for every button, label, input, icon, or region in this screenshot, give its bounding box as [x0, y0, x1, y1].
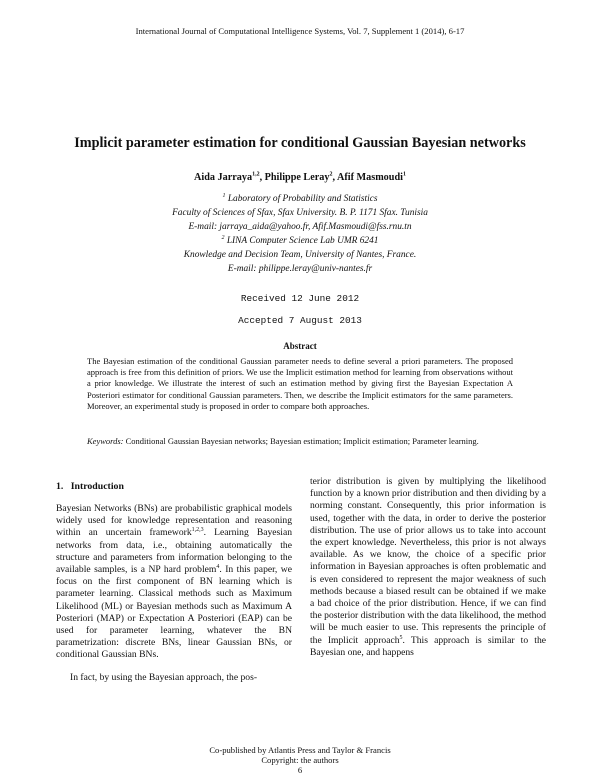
citation-mark: 4	[216, 563, 220, 570]
body-paragraph: Bayesian Networks (BNs) are probabilistic graphical models widely used for knowledge representation and reasoning within an uncertain framework$^{1,2,3}$. Learning Bayesian networks from data, i.e., obtaining automatically the structure and parameters from information belonging to the available samples, is a NP hard problem$^4$. In this paper, we focus on the first component of BN learning which is parameter learning. Classical methods such as Maximum Likelihood (ML) or Bayesian methods such as Maximum A Posteriori (MAP) or Expectation A Posteriori (EAP) can be used for parameter learning, whatever the BN parametrization: discrete BNs, linear Gaussian BNs, or conditional Gaussian BNs.	[56, 503, 292, 661]
keywords	[87, 436, 513, 447]
right-column	[310, 476, 546, 659]
paper-title: Implicit parameter estimation for conditional Gaussian Bayesian networks	[74, 135, 526, 151]
author-affiliation-mark: 2	[329, 171, 333, 178]
affiliation-line: Faculty of Sciences of Sfax, Sfax University. B. P. 1171 Sfax. Tunisia	[172, 208, 428, 218]
abstract-text: The Bayesian estimation of the conditional Gaussian parameter needs to define several a priori parameters. The proposed approach is free from this definition of priors. We use the Implicit estimation method for learning from observations without a prior knowledge. We illustrate the interest of such an estimation method by giving first the Bayesian Expectation A Posteriori estimator for conditional Gaussian parameters. Then, we describe the Implicit estimators for the same parameters. Moreover, an experimental study is proposed in order to compare both approaches.	[87, 356, 513, 411]
author-list: Aida Jarraya$^{1,2}$, Philippe Leray$^2$, Afif Masmoudi$^1$	[194, 171, 406, 183]
footer-copyright: Copyright: the authors	[261, 755, 339, 765]
author-affiliation-mark: 1,2	[252, 171, 260, 178]
keywords-label: Keywords:	[87, 436, 124, 446]
left-column	[56, 503, 292, 684]
citation-mark: 1,2,3	[191, 527, 204, 534]
affiliation-line: Knowledge and Decision Team, University of Nantes, France.	[183, 250, 417, 260]
body-paragraph: terior distribution is given by multiplying the likelihood function by a known prior distribution and then dividing by a norming constant. Consequently, this prior information is used, together with the data, in order to derive the posterior distribution. The use of prior allows us to take into account the expert knowledge. Nevertheless, this prior is not always available. As we know, the choice of a specific prior information in Bayesian approaches is often problematic and is even considered to represent the major weakness of such methods because a biased result can be obtained if we make a bad choice of the prior distribution. Hence, if we can find the posterior distribution with the data likelihood, the method will be much easier to use. This represents the principle of the Implicit approach$^5$. This approach is similar to the Bayesian one, and happens	[310, 476, 546, 658]
author-name: Afif Masmoudi	[337, 172, 403, 183]
section-heading: 1. Introduction	[56, 481, 124, 492]
body-paragraph: In fact, by using the Bayesian approach, the pos-	[70, 671, 258, 683]
abstract-heading: Abstract	[283, 341, 317, 351]
author-name: Aida Jarraya	[194, 172, 253, 183]
affiliation-line: $^2$ LINA Computer Science Lab UMR 6241	[221, 234, 379, 246]
author-name: Philippe Leray	[264, 172, 330, 183]
keywords-text: Conditional Gaussian Bayesian networks; Bayesian estimation; Implicit estimation; Parameter learning.	[123, 436, 479, 446]
citation-mark: 5	[399, 634, 403, 641]
author-affiliation-mark: 1	[402, 171, 406, 178]
accepted-date: Accepted 7 August 2013	[238, 315, 362, 326]
footer-copublished: Co-published by Atlantis Press and Taylor & Francis	[209, 745, 391, 755]
affiliation-email: E-mail: jarraya_aida@yahoo.fr, Afif.Masmoudi@fss.rnu.tn	[188, 222, 412, 232]
page-number: 6	[297, 765, 303, 775]
affiliation-line: $^1$ Laboratory of Probability and Statistics	[222, 192, 378, 204]
journal-header: International Journal of Computational Intelligence Systems, Vol. 7, Supplement 1 (2014), 6-17	[135, 26, 465, 36]
affiliation-email: E-mail: philippe.leray@univ-nantes.fr	[227, 264, 373, 274]
received-date: Received 12 June 2012	[240, 293, 360, 304]
